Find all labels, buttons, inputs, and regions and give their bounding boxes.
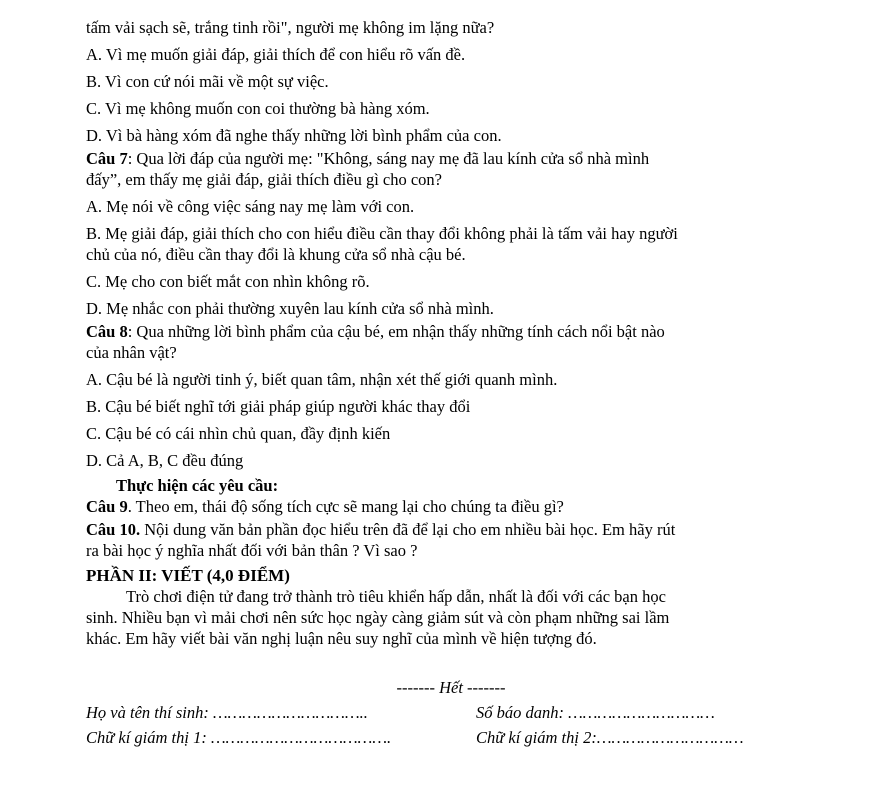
candidate-number-field: Số báo danh: ………………………… [476, 703, 715, 722]
q7-option-c: C. Mẹ cho con biết mắt con nhìn không rõ. [86, 272, 370, 291]
question-7-label: Câu 7 [86, 149, 128, 168]
part-2-prompt-line-1: Trò chơi điện tử đang trở thành trò tiêu khiển hấp dẫn, nhất là đối với các bạn học [126, 587, 666, 606]
q8-option-c: C. Cậu bé có cái nhìn chủ quan, đầy định kiến [86, 424, 391, 443]
document-body [86, 17, 816, 748]
end-mark: ------- Hết ------- [396, 678, 506, 697]
question-10-label: Câu 10. [86, 520, 141, 539]
question-8-text-cont: của nhân vật? [86, 343, 177, 362]
q6-option-d: D. Vì bà hàng xóm đã nghe thấy những lời bình phẩm của con. [86, 126, 502, 145]
question-7-text: : Qua lời đáp của người mẹ: "Không, sáng nay mẹ đã lau kính cửa sổ nhà mình [127, 149, 650, 168]
question-8-text: : Qua những lời bình phẩm của cậu bé, em nhận thấy những tính cách nổi bật nào [127, 322, 665, 341]
q7-option-a: A. Mẹ nói về công việc sáng nay mẹ làm với con. [86, 197, 415, 216]
question-8-label: Câu 8 [86, 322, 128, 341]
part-2-prompt-line-3: khác. Em hãy viết bài văn nghị luận nêu suy nghĩ của mình về hiện tượng đó. [86, 629, 597, 648]
question-7-text-cont: đấy”, em thấy mẹ giải đáp, giải thích điều gì cho con? [86, 170, 443, 189]
part-2-prompt-line-2: sinh. Nhiều bạn vì mải chơi nên sức học ngày càng giảm sút và còn phạm những sai lầm [86, 608, 670, 627]
q6-option-a: A. Vì mẹ muốn giải đáp, giải thích để con hiểu rõ vấn đề. [86, 45, 466, 64]
q8-option-d: D. Cả A, B, C đều đúng [86, 451, 244, 470]
question-9 [86, 496, 816, 517]
part-2-heading: PHẦN II: VIẾT (4,0 ĐIỂM) [86, 566, 290, 585]
question-8 [86, 321, 816, 342]
invigilator-2-signature-field: Chữ kí giám thị 2:………………………… [476, 728, 744, 747]
q6-option-b: B. Vì con cứ nói mãi về một sự việc. [86, 72, 329, 91]
question-6-tail: tấm vải sạch sẽ, trắng tinh rồi", người mẹ không im lặng nữa? [86, 18, 495, 37]
q8-option-a: A. Cậu bé là người tinh ý, biết quan tâm, nhận xét thế giới quanh mình. [86, 370, 558, 389]
q7-option-d: D. Mẹ nhắc con phải thường xuyên lau kính cửa sổ nhà mình. [86, 299, 494, 318]
footer-row-1 [86, 702, 816, 723]
q7-option-b: B. Mẹ giải đáp, giải thích cho con hiểu điều cần thay đổi không phải là tấm vải hay người [86, 224, 678, 243]
question-10-text-cont: ra bài học ý nghĩa nhất đối với bản thân ? Vì sao ? [86, 541, 418, 560]
q6-option-c: C. Vì mẹ không muốn con coi thường bà hàng xóm. [86, 99, 430, 118]
question-10 [86, 519, 816, 540]
question-9-label: Câu 9 [86, 497, 128, 516]
question-9-text: . Theo em, thái độ sống tích cực sẽ mang lại cho chúng ta điều gì? [127, 497, 564, 516]
footer-row-2 [86, 727, 816, 748]
spacer [86, 649, 816, 677]
section-heading: Thực hiện các yêu cầu: [116, 476, 279, 495]
invigilator-1-signature-field: Chữ kí giám thị 1: ………………………………. [86, 728, 392, 747]
candidate-name-field: Họ và tên thí sinh: ………………………….. [86, 703, 368, 722]
q8-option-b: B. Cậu bé biết nghĩ tới giải pháp giúp người khác thay đổi [86, 397, 471, 416]
q7-option-b-cont: chủ của nó, điều cần thay đổi là khung cửa sổ nhà cậu bé. [86, 245, 466, 264]
question-10-text: Nội dung văn bản phần đọc hiểu trên đã để lại cho em nhiều bài học. Em hãy rút [140, 520, 676, 539]
question-7 [86, 148, 816, 169]
